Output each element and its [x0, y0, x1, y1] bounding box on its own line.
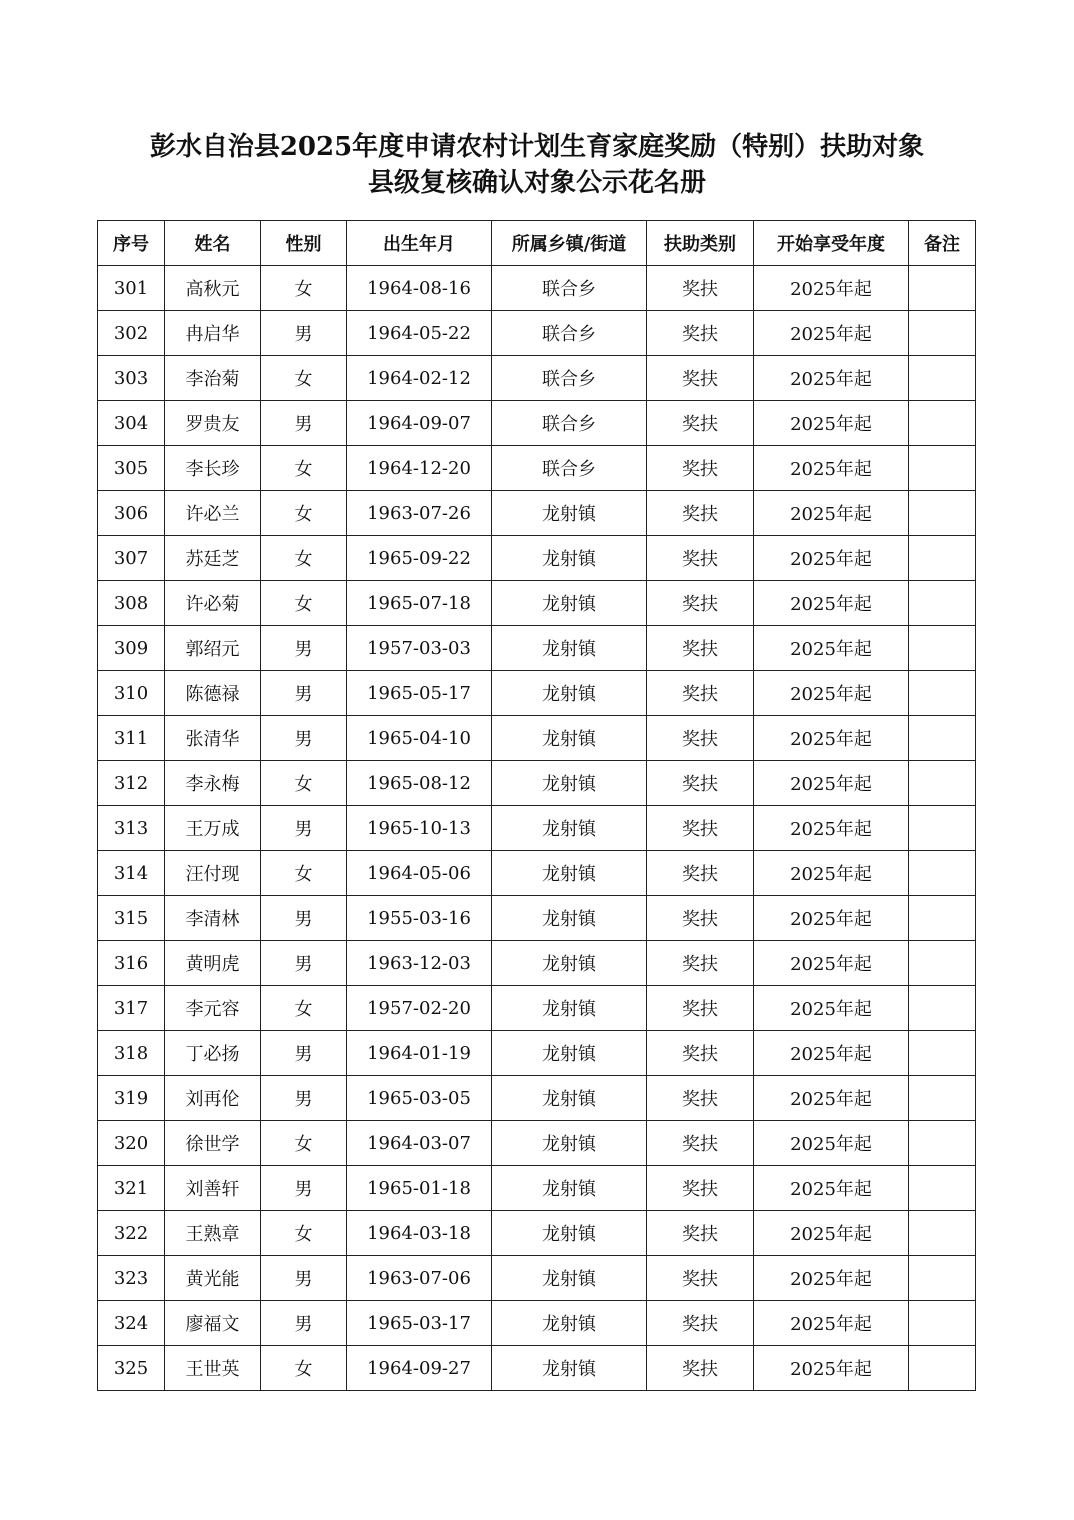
cell-gender: 男: [261, 806, 347, 851]
cell-index: 323: [98, 1256, 165, 1301]
cell-index: 325: [98, 1346, 165, 1391]
cell-index: 304: [98, 401, 165, 446]
cell-index: 309: [98, 626, 165, 671]
cell-support-type: 奖扶: [647, 581, 754, 626]
header-cell-index: 序号: [98, 221, 165, 266]
table-row: [98, 806, 976, 851]
cell-name: 汪付现: [165, 851, 261, 896]
cell-support-type: 奖扶: [647, 1031, 754, 1076]
header-cell-start-year: 开始享受年度: [754, 221, 909, 266]
cell-start-year: 2025年起: [754, 311, 909, 356]
cell-support-type: 奖扶: [647, 1256, 754, 1301]
cell-name: 罗贵友: [165, 401, 261, 446]
cell-index: 305: [98, 446, 165, 491]
cell-start-year: 2025年起: [754, 896, 909, 941]
cell-support-type: 奖扶: [647, 1166, 754, 1211]
cell-gender: 男: [261, 671, 347, 716]
cell-index: 302: [98, 311, 165, 356]
cell-remarks: [909, 716, 976, 761]
cell-index: 316: [98, 941, 165, 986]
table-row: [98, 446, 976, 491]
page-title: 彭水自治县2025年度申请农村计划生育家庭奖励（特别）扶助对象: [149, 132, 925, 162]
cell-gender: 男: [261, 1256, 347, 1301]
cell-start-year: 2025年起: [754, 626, 909, 671]
table-row: [98, 626, 976, 671]
cell-gender: 男: [261, 896, 347, 941]
table-row: [98, 401, 976, 446]
cell-start-year: 2025年起: [754, 356, 909, 401]
cell-gender: 女: [261, 761, 347, 806]
cell-support-type: 奖扶: [647, 941, 754, 986]
cell-gender: 男: [261, 1301, 347, 1346]
cell-start-year: 2025年起: [754, 986, 909, 1031]
cell-remarks: [909, 356, 976, 401]
cell-birthdate: 1965-03-17: [347, 1301, 492, 1346]
page-subtitle: 县级复核确认对象公示花名册: [367, 168, 706, 198]
cell-start-year: 2025年起: [754, 491, 909, 536]
cell-start-year: 2025年起: [754, 761, 909, 806]
cell-support-type: 奖扶: [647, 761, 754, 806]
header-cell-support-type: 扶助类别: [647, 221, 754, 266]
cell-birthdate: 1964-05-22: [347, 311, 492, 356]
cell-birthdate: 1965-01-18: [347, 1166, 492, 1211]
table-row: [98, 536, 976, 581]
cell-support-type: 奖扶: [647, 1301, 754, 1346]
cell-index: 317: [98, 986, 165, 1031]
cell-name: 李长珍: [165, 446, 261, 491]
cell-township: 龙射镇: [492, 1256, 647, 1301]
cell-start-year: 2025年起: [754, 1076, 909, 1121]
cell-township: 联合乡: [492, 311, 647, 356]
cell-index: 321: [98, 1166, 165, 1211]
cell-birthdate: 1965-05-17: [347, 671, 492, 716]
cell-birthdate: 1964-03-18: [347, 1211, 492, 1256]
header-cell-name: 姓名: [165, 221, 261, 266]
cell-start-year: 2025年起: [754, 851, 909, 896]
cell-remarks: [909, 896, 976, 941]
table-row: [98, 1211, 976, 1256]
cell-name: 刘再伦: [165, 1076, 261, 1121]
table-header-row: [98, 221, 976, 266]
cell-name: 王熟章: [165, 1211, 261, 1256]
cell-support-type: 奖扶: [647, 446, 754, 491]
cell-start-year: 2025年起: [754, 1121, 909, 1166]
cell-township: 龙射镇: [492, 941, 647, 986]
cell-birthdate: 1964-12-20: [347, 446, 492, 491]
cell-remarks: [909, 761, 976, 806]
cell-support-type: 奖扶: [647, 536, 754, 581]
cell-township: 龙射镇: [492, 1121, 647, 1166]
table-row: [98, 986, 976, 1031]
cell-gender: 男: [261, 716, 347, 761]
table-row: [98, 1076, 976, 1121]
cell-gender: 女: [261, 851, 347, 896]
cell-index: 315: [98, 896, 165, 941]
cell-remarks: [909, 806, 976, 851]
cell-birthdate: 1964-05-06: [347, 851, 492, 896]
cell-name: 张清华: [165, 716, 261, 761]
table-row: [98, 311, 976, 356]
cell-index: 322: [98, 1211, 165, 1256]
cell-support-type: 奖扶: [647, 626, 754, 671]
cell-remarks: [909, 626, 976, 671]
cell-gender: 女: [261, 491, 347, 536]
cell-birthdate: 1965-08-12: [347, 761, 492, 806]
cell-remarks: [909, 1076, 976, 1121]
cell-name: 丁必扬: [165, 1031, 261, 1076]
cell-remarks: [909, 1031, 976, 1076]
cell-support-type: 奖扶: [647, 806, 754, 851]
cell-name: 王世英: [165, 1346, 261, 1391]
header-cell-gender: 性别: [261, 221, 347, 266]
table-row: [98, 266, 976, 311]
cell-township: 龙射镇: [492, 581, 647, 626]
table-row: [98, 1301, 976, 1346]
cell-gender: 女: [261, 1121, 347, 1166]
cell-remarks: [909, 401, 976, 446]
cell-birthdate: 1955-03-16: [347, 896, 492, 941]
table-row: [98, 581, 976, 626]
cell-birthdate: 1965-09-22: [347, 536, 492, 581]
cell-gender: 男: [261, 941, 347, 986]
cell-township: 龙射镇: [492, 1346, 647, 1391]
cell-birthdate: 1965-07-18: [347, 581, 492, 626]
cell-gender: 男: [261, 1166, 347, 1211]
cell-birthdate: 1965-04-10: [347, 716, 492, 761]
table-row: [98, 1256, 976, 1301]
cell-remarks: [909, 536, 976, 581]
cell-start-year: 2025年起: [754, 1346, 909, 1391]
cell-township: 龙射镇: [492, 1076, 647, 1121]
cell-remarks: [909, 1166, 976, 1211]
cell-start-year: 2025年起: [754, 1031, 909, 1076]
cell-remarks: [909, 1346, 976, 1391]
cell-support-type: 奖扶: [647, 896, 754, 941]
cell-support-type: 奖扶: [647, 1211, 754, 1256]
table-row: [98, 1346, 976, 1391]
table-row: [98, 716, 976, 761]
cell-township: 龙射镇: [492, 851, 647, 896]
cell-support-type: 奖扶: [647, 311, 754, 356]
cell-township: 联合乡: [492, 401, 647, 446]
cell-remarks: [909, 491, 976, 536]
cell-index: 324: [98, 1301, 165, 1346]
cell-name: 黄明虎: [165, 941, 261, 986]
cell-name: 李治菊: [165, 356, 261, 401]
table-row: [98, 851, 976, 896]
table-row: [98, 941, 976, 986]
cell-support-type: 奖扶: [647, 1121, 754, 1166]
cell-birthdate: 1965-10-13: [347, 806, 492, 851]
cell-name: 许必菊: [165, 581, 261, 626]
cell-remarks: [909, 986, 976, 1031]
table-row: [98, 1166, 976, 1211]
cell-township: 龙射镇: [492, 716, 647, 761]
cell-support-type: 奖扶: [647, 671, 754, 716]
cell-support-type: 奖扶: [647, 851, 754, 896]
table-row: [98, 896, 976, 941]
cell-township: 龙射镇: [492, 536, 647, 581]
cell-name: 李永梅: [165, 761, 261, 806]
cell-index: 306: [98, 491, 165, 536]
cell-township: 龙射镇: [492, 986, 647, 1031]
cell-township: 龙射镇: [492, 626, 647, 671]
cell-birthdate: 1964-02-12: [347, 356, 492, 401]
cell-remarks: [909, 1256, 976, 1301]
cell-index: 319: [98, 1076, 165, 1121]
cell-start-year: 2025年起: [754, 1301, 909, 1346]
cell-gender: 男: [261, 311, 347, 356]
cell-remarks: [909, 266, 976, 311]
cell-gender: 女: [261, 446, 347, 491]
cell-index: 312: [98, 761, 165, 806]
cell-start-year: 2025年起: [754, 446, 909, 491]
cell-gender: 女: [261, 536, 347, 581]
header-cell-birthdate: 出生年月: [347, 221, 492, 266]
cell-index: 313: [98, 806, 165, 851]
cell-remarks: [909, 311, 976, 356]
table-row: [98, 1031, 976, 1076]
cell-township: 龙射镇: [492, 671, 647, 716]
header-cell-township: 所属乡镇/街道: [492, 221, 647, 266]
cell-township: 龙射镇: [492, 1211, 647, 1256]
cell-township: 龙射镇: [492, 896, 647, 941]
cell-support-type: 奖扶: [647, 1076, 754, 1121]
cell-name: 冉启华: [165, 311, 261, 356]
cell-remarks: [909, 851, 976, 896]
cell-township: 龙射镇: [492, 491, 647, 536]
cell-name: 李元容: [165, 986, 261, 1031]
cell-name: 许必兰: [165, 491, 261, 536]
cell-remarks: [909, 671, 976, 716]
cell-start-year: 2025年起: [754, 1256, 909, 1301]
cell-gender: 女: [261, 266, 347, 311]
cell-township: 联合乡: [492, 356, 647, 401]
cell-start-year: 2025年起: [754, 806, 909, 851]
cell-birthdate: 1963-07-06: [347, 1256, 492, 1301]
cell-index: 311: [98, 716, 165, 761]
table-row: [98, 761, 976, 806]
cell-start-year: 2025年起: [754, 716, 909, 761]
cell-start-year: 2025年起: [754, 401, 909, 446]
cell-gender: 男: [261, 626, 347, 671]
cell-gender: 女: [261, 581, 347, 626]
cell-township: 龙射镇: [492, 1301, 647, 1346]
cell-index: 318: [98, 1031, 165, 1076]
cell-support-type: 奖扶: [647, 266, 754, 311]
cell-gender: 男: [261, 1031, 347, 1076]
cell-remarks: [909, 1301, 976, 1346]
cell-birthdate: 1964-08-16: [347, 266, 492, 311]
cell-name: 廖福文: [165, 1301, 261, 1346]
cell-index: 301: [98, 266, 165, 311]
cell-name: 刘善轩: [165, 1166, 261, 1211]
cell-name: 徐世学: [165, 1121, 261, 1166]
table-row: [98, 1121, 976, 1166]
cell-gender: 女: [261, 1346, 347, 1391]
cell-gender: 男: [261, 401, 347, 446]
cell-remarks: [909, 446, 976, 491]
table-row: [98, 491, 976, 536]
cell-township: 联合乡: [492, 266, 647, 311]
cell-birthdate: 1957-03-03: [347, 626, 492, 671]
cell-start-year: 2025年起: [754, 266, 909, 311]
cell-index: 310: [98, 671, 165, 716]
table-row: [98, 671, 976, 716]
cell-start-year: 2025年起: [754, 671, 909, 716]
cell-start-year: 2025年起: [754, 1211, 909, 1256]
cell-name: 陈德禄: [165, 671, 261, 716]
cell-support-type: 奖扶: [647, 356, 754, 401]
cell-birthdate: 1963-12-03: [347, 941, 492, 986]
cell-remarks: [909, 1211, 976, 1256]
cell-start-year: 2025年起: [754, 581, 909, 626]
cell-birthdate: 1963-07-26: [347, 491, 492, 536]
cell-birthdate: 1957-02-20: [347, 986, 492, 1031]
cell-name: 王万成: [165, 806, 261, 851]
cell-birthdate: 1964-09-27: [347, 1346, 492, 1391]
cell-support-type: 奖扶: [647, 716, 754, 761]
cell-name: 苏廷芝: [165, 536, 261, 581]
cell-support-type: 奖扶: [647, 491, 754, 536]
cell-support-type: 奖扶: [647, 986, 754, 1031]
cell-index: 320: [98, 1121, 165, 1166]
cell-township: 联合乡: [492, 446, 647, 491]
cell-township: 龙射镇: [492, 1031, 647, 1076]
cell-birthdate: 1964-03-07: [347, 1121, 492, 1166]
cell-remarks: [909, 581, 976, 626]
cell-birthdate: 1964-01-19: [347, 1031, 492, 1076]
cell-support-type: 奖扶: [647, 401, 754, 446]
cell-name: 郭绍元: [165, 626, 261, 671]
table-row: [98, 356, 976, 401]
cell-index: 308: [98, 581, 165, 626]
cell-gender: 女: [261, 1211, 347, 1256]
cell-gender: 女: [261, 986, 347, 1031]
cell-remarks: [909, 941, 976, 986]
cell-birthdate: 1965-03-05: [347, 1076, 492, 1121]
cell-index: 303: [98, 356, 165, 401]
cell-township: 龙射镇: [492, 761, 647, 806]
cell-name: 高秋元: [165, 266, 261, 311]
cell-index: 314: [98, 851, 165, 896]
table-body: [98, 266, 976, 1391]
roster-table: [97, 220, 976, 1391]
cell-gender: 男: [261, 1076, 347, 1121]
cell-support-type: 奖扶: [647, 1346, 754, 1391]
cell-start-year: 2025年起: [754, 941, 909, 986]
cell-name: 黄光能: [165, 1256, 261, 1301]
cell-township: 龙射镇: [492, 806, 647, 851]
cell-start-year: 2025年起: [754, 536, 909, 581]
cell-birthdate: 1964-09-07: [347, 401, 492, 446]
cell-gender: 女: [261, 356, 347, 401]
cell-remarks: [909, 1121, 976, 1166]
header-cell-remarks: 备注: [909, 221, 976, 266]
cell-name: 李清林: [165, 896, 261, 941]
cell-start-year: 2025年起: [754, 1166, 909, 1211]
cell-township: 龙射镇: [492, 1166, 647, 1211]
cell-index: 307: [98, 536, 165, 581]
